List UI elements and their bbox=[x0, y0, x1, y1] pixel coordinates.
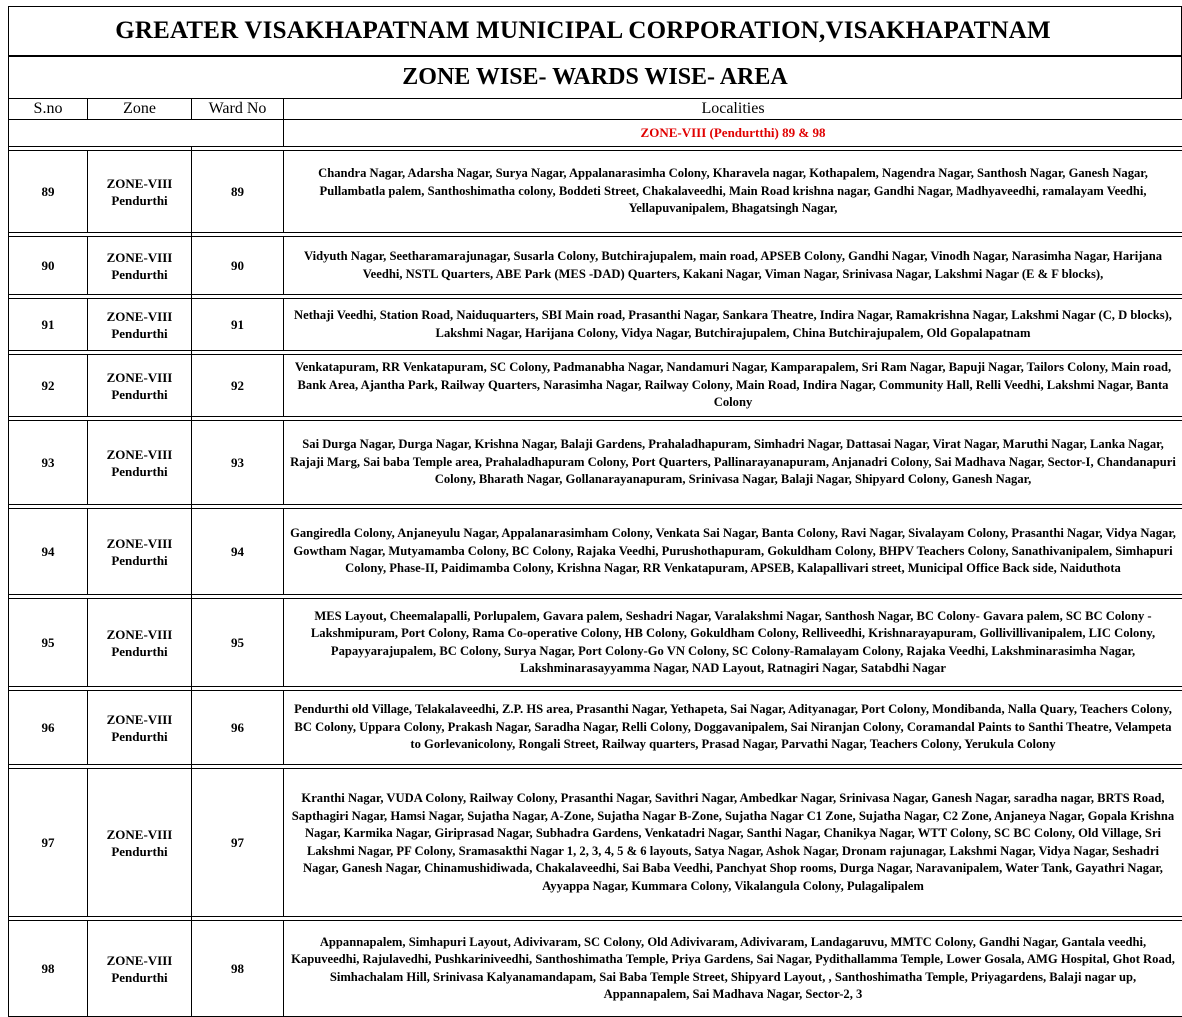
ward-cell: 98 bbox=[192, 921, 284, 1017]
zone-label-row bbox=[9, 120, 1182, 147]
table-header-row bbox=[9, 99, 1182, 120]
localities-cell: MES Layout, Cheemalapalli, Porlupalem, Gavara palem, Seshadri Nagar, Varalakshmi Nagar, Santhosh Nagar, BC Colony- Gavara palem, SC BC Colony - Lakshmipuram, Port Colony, Rama Co-operative Colony, HB Colony, Gokuldham Colony, Relliveedhi, Krishnarayapuram, Gollivillivanipalem, LIC Colony, Papayyarajupalem, BC Colony, Surya Nagar, Port Colony-Go VN Colony, SC Colony-Ramalayam Colony, Rajaka Veedhi, Lakshminarasimha Nagar, Lakshminarasayyamma Nagar, NAD Layout, Ratnagiri Nagar, Satabdhi Nagar bbox=[284, 599, 1182, 687]
zone-area: Pendurthi bbox=[88, 325, 191, 342]
localities-cell: Venkatapuram, RR Venkatapuram, SC Colony, Padmanabha Nagar, Nandamuri Nagar, Kamparapalem, Sri Ram Nagar, Bapuji Nagar, Tailors Colony, Main road, Bank Area, Ajantha Park, Railway Quarters, Narasimha Nagar, Railway Colony, Main Road, Indira Nagar, Community Hall, Relli Veedhi, Lakshmi Nagar, Banta Colony bbox=[284, 355, 1182, 417]
zone-area: Pendurthi bbox=[88, 192, 191, 209]
zone-label-cell bbox=[284, 120, 1182, 147]
sno-cell: 94 bbox=[9, 509, 88, 595]
zone-name: ZONE-VIII bbox=[88, 535, 191, 552]
zone-cell bbox=[88, 299, 192, 351]
ward-cell: 89 bbox=[192, 151, 284, 233]
ward-cell: 91 bbox=[192, 299, 284, 351]
column-header-ward: Ward No bbox=[192, 99, 284, 120]
localities-cell: Pendurthi old Village, Telakalaveedhi, Z.P. HS area, Prasanthi Nagar, Yethapeta, Sai Nagar, Adityanagar, Port Colony, Mondibanda, Nalla Quary, Teachers Colony, BC Colony, Uppara Colony, Prakash Nagar, Saradha Nagar, Relli Colony, Doggavanipalem, Sai Niranjan Colony, Coramandal Paints to Santhi Theatre, Velampeta to Gorlevanicolony, Rongali Street, Railway quarters, Prasad Nagar, Parvathi Nagar, Teachers Colony, Yerukula Colony bbox=[284, 691, 1182, 765]
zone-cell bbox=[88, 509, 192, 595]
zone-cell bbox=[88, 599, 192, 687]
localities-cell: Chandra Nagar, Adarsha Nagar, Surya Nagar, Appalanarasimha Colony, Kharavela nagar, Kothapalem, Nagendra Nagar, Santhosh Nagar, Ganesh Nagar, Pullambatla palem, Santhoshimatha colony, Boddeti Street, Chakalaveedhi, Main Road krishna nagar, Gandhi Nagar, Madhyaveedhi, ramalayam Veedhi, Yellapuvanipalem, Bhagatsingh Nagar, bbox=[284, 151, 1182, 233]
table-row bbox=[9, 151, 1182, 233]
zone-name: ZONE-VIII bbox=[88, 175, 191, 192]
zone-name: ZONE-VIII bbox=[88, 711, 191, 728]
zone-label: ZONE-VIII (Pendurtthi) 89 & 98 bbox=[641, 125, 826, 140]
zone-area: Pendurthi bbox=[88, 843, 191, 860]
localities-cell: Kranthi Nagar, VUDA Colony, Railway Colony, Prasanthi Nagar, Savithri Nagar, Ambedkar Nagar, Srinivasa Nagar, Ganesh Nagar, saradha nagar, BRTS Road, Sapthagiri Nagar, Hamsi Nagar, Sujatha Nagar, A-Zone, Sujatha Nagar B-Zone, Sujatha Nagar C1 Zone, Sujatha Nagar, C2 Zone, Anjaneya Nagar, Gopala Krishna Nagar, Karmika Nagar, Giriprasad Nagar, Subhadra Gardens, Venkatadri Nagar, Santhi Nagar, Chanikya Nagar, WTT Colony, SC BC Colony, Old Village, Sri Lakshmi Nagar, PF Colony, Sramasakthi Nagar 1, 2, 3, 4, 5 & 6 layouts, Satya Nagar, Ashok Nagar, Dronam rajunagar, Lakshmi Nagar, Vidya Nagar, Seshadri Nagar, Ganesh Nagar, Chinamushidiwada, Chakalaveedhi, Sai Baba Veedhi, Panchyat Shop rooms, Durga Nagar, Naravanipalem, Water Tank, Gayathri Nagar, Ayyappa Nagar, Kummara Colony, Vikalangula Colony, Pulagalipalem bbox=[284, 769, 1182, 917]
ward-cell: 94 bbox=[192, 509, 284, 595]
sno-cell: 95 bbox=[9, 599, 88, 687]
zone-area: Pendurthi bbox=[88, 266, 191, 283]
ward-cell: 93 bbox=[192, 421, 284, 505]
sno-cell: 97 bbox=[9, 769, 88, 917]
table-row bbox=[9, 355, 1182, 417]
table-row bbox=[9, 769, 1182, 917]
document-subtitle: ZONE WISE- WARDS WISE- AREA bbox=[402, 64, 787, 91]
zone-area: Pendurthi bbox=[88, 463, 191, 480]
ward-cell: 96 bbox=[192, 691, 284, 765]
table-row bbox=[9, 691, 1182, 765]
ward-cell: 97 bbox=[192, 769, 284, 917]
ward-cell: 95 bbox=[192, 599, 284, 687]
localities-cell: Vidyuth Nagar, Seetharamarajunagar, Susarla Colony, Butchirajupalem, main road, APSEB Colony, Gandhi Nagar, Vinodh Nagar, Narasimha Nagar, Harijana Veedhi, NSTL Quarters, ABE Park (MES -DAD) Quarters, Kakani Nagar, Viman Nagar, Srinivasa Nagar, Lakshmi Nagar (E & F blocks), bbox=[284, 237, 1182, 295]
zone-area: Pendurthi bbox=[88, 643, 191, 660]
zone-name: ZONE-VIII bbox=[88, 249, 191, 266]
sno-cell: 90 bbox=[9, 237, 88, 295]
sno-cell: 89 bbox=[9, 151, 88, 233]
zone-name: ZONE-VIII bbox=[88, 369, 191, 386]
zone-label-spacer bbox=[9, 120, 284, 147]
zone-cell bbox=[88, 921, 192, 1017]
zone-name: ZONE-VIII bbox=[88, 308, 191, 325]
zone-area: Pendurthi bbox=[88, 728, 191, 745]
zone-name: ZONE-VIII bbox=[88, 626, 191, 643]
sno-cell: 98 bbox=[9, 921, 88, 1017]
zone-area: Pendurthi bbox=[88, 969, 191, 986]
column-header-sno: S.no bbox=[9, 99, 88, 120]
localities-cell: Nethaji Veedhi, Station Road, Naiduquarters, SBI Main road, Prasanthi Nagar, Sankara Theatre, Indira Nagar, Ramakrishna Nagar, Lakshmi Nagar (C, D blocks), Lakshmi Nagar, Harijana Colony, Vidya Nagar, Butchirajupalem, China Butchirajupalem, Old Gopalapatnam bbox=[284, 299, 1182, 351]
column-header-localities: Localities bbox=[284, 99, 1182, 120]
ward-cell: 90 bbox=[192, 237, 284, 295]
localities-cell: Appannapalem, Simhapuri Layout, Adivivaram, SC Colony, Old Adivivaram, Adivivaram, Landagaruvu, MMTC Colony, Gandhi Nagar, Gantala veedhi, Kapuveedhi, Rajulavedhi, Pushkariniveedhi, Santhoshimatha Temple, Priya Gardens, Sai Nagar, Pydithallamma Temple, Lower Gosala, AMG Hospital, Ghot Road, Simhachalam Hill, Srinivasa Kalyanamandapam, Sai Baba Temple Street, Shipyard Layout, , Santhoshimatha Temple, Priyagardens, Balaji nagar up, Appannapalem, Sai Madhava Nagar, Sector-2, 3 bbox=[284, 921, 1182, 1017]
localities-cell: Gangiredla Colony, Anjaneyulu Nagar, Appalanarasimham Colony, Venkata Sai Nagar, Banta Colony, Ravi Nagar, Sivalayam Colony, Prasanthi Nagar, Vidya Nagar, Gowtham Nagar, Mutyamamba Colony, BC Colony, Rajaka Veedhi, Purushothapuram, Gokuldham Colony, BHPV Teachers Colony, Sanathivanipalem, Simhapuri Colony, Phase-II, Paidimamba Colony, Krishna Nagar, RR Venkatapuram, APSEB, Kalapallivari street, Municipal Office Back side, Naiduthota bbox=[284, 509, 1182, 595]
zone-cell bbox=[88, 769, 192, 917]
table-row bbox=[9, 509, 1182, 595]
sno-cell: 92 bbox=[9, 355, 88, 417]
sno-cell: 93 bbox=[9, 421, 88, 505]
document-frame bbox=[8, 6, 1182, 998]
zone-name: ZONE-VIII bbox=[88, 952, 191, 969]
sno-cell: 91 bbox=[9, 299, 88, 351]
zone-name: ZONE-VIII bbox=[88, 826, 191, 843]
zone-cell bbox=[88, 237, 192, 295]
localities-cell: Sai Durga Nagar, Durga Nagar, Krishna Nagar, Balaji Gardens, Prahaladhapuram, Simhadri Nagar, Dattasai Nagar, Virat Nagar, Maruthi Nagar, Lanka Nagar, Rajaji Marg, Sai baba Temple area, Prahaladhapuram Colony, Port Quarters, Pallinarayanapuram, Anjanadri Colony, Sai Madhava Nagar, Sector-I, Chandanapuri Colony, Bharath Nagar, Gollanarayanapuram, Srinivasa Nagar, Balaji Nagar, Shipyard Colony, Ganesh Nagar, bbox=[284, 421, 1182, 505]
column-header-zone: Zone bbox=[88, 99, 192, 120]
zone-area: Pendurthi bbox=[88, 552, 191, 569]
wards-table bbox=[8, 98, 1182, 1017]
zone-area: Pendurthi bbox=[88, 386, 191, 403]
table-row bbox=[9, 599, 1182, 687]
zone-name: ZONE-VIII bbox=[88, 446, 191, 463]
ward-cell: 92 bbox=[192, 355, 284, 417]
table-row bbox=[9, 421, 1182, 505]
document-title: GREATER VISAKHAPATNAM MUNICIPAL CORPORATION,VISAKHAPATNAM bbox=[115, 17, 1051, 45]
subtitle-box bbox=[8, 56, 1182, 98]
zone-cell bbox=[88, 421, 192, 505]
zone-cell bbox=[88, 151, 192, 233]
sno-cell: 96 bbox=[9, 691, 88, 765]
zone-cell bbox=[88, 691, 192, 765]
zone-cell bbox=[88, 355, 192, 417]
title-box bbox=[8, 6, 1182, 57]
table-row bbox=[9, 237, 1182, 295]
table-row bbox=[9, 921, 1182, 1017]
table-row bbox=[9, 299, 1182, 351]
